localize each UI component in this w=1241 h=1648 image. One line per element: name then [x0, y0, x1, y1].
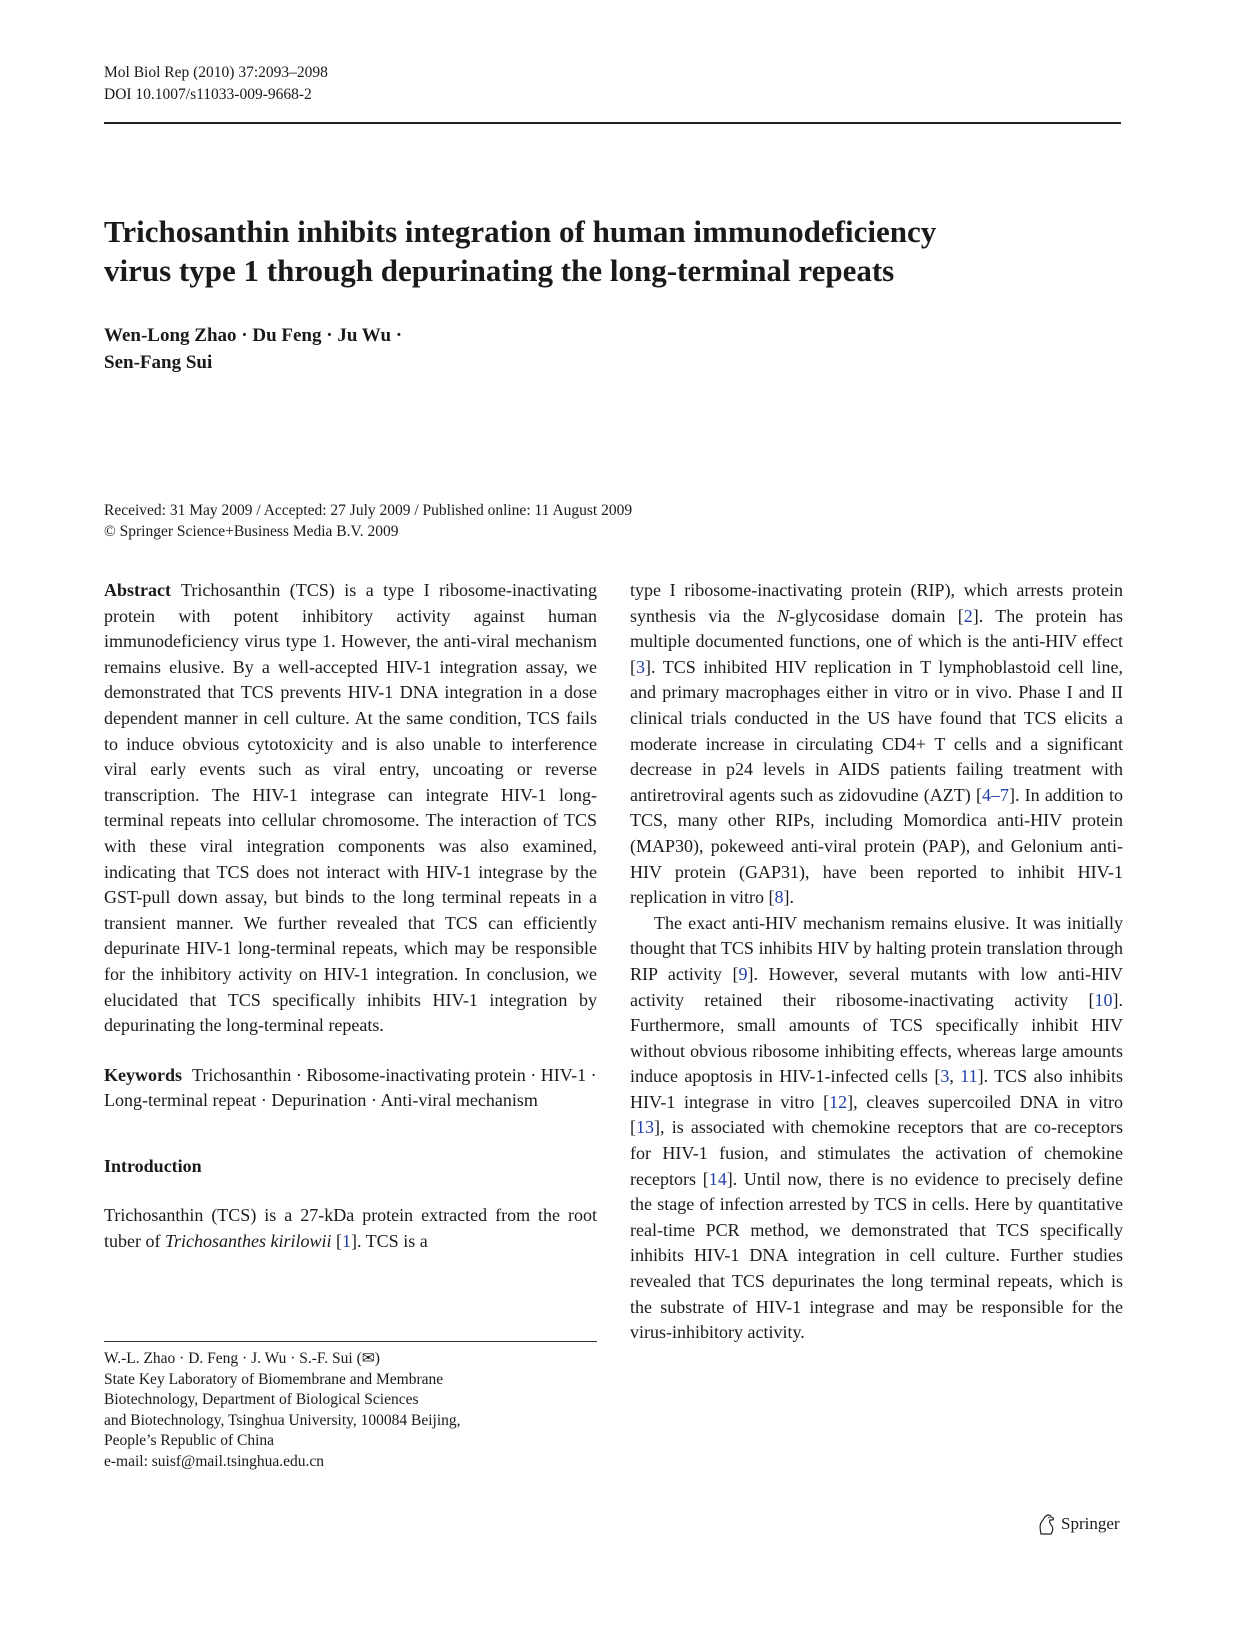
abstract	[104, 578, 597, 1039]
history-dates: Received: 31 May 2009 / Accepted: 27 July 2009 / Published online: 11 August 2009	[104, 502, 633, 519]
body-text: ,	[949, 1066, 961, 1087]
citation-link[interactable]: 1	[342, 1231, 352, 1252]
journal-header	[104, 62, 328, 106]
body-text: ]. In addition to TCS, many other RIPs, including Momordica anti-HIV protein (MAP30), pokeweed anti-viral protein (PAP), and Gelonium anti-HIV protein (GAP31), have been reported to inhibit HIV-1 replication in vitro [	[630, 784, 1123, 908]
citation-link[interactable]: 13	[636, 1117, 654, 1138]
body-text: ]. Furthermore, small amounts of TCS specifically inhibit HIV without obvious ribosome inhibiting effects, whereas large amounts induce apoptosis in HIV-1-infected cells [	[630, 989, 1123, 1087]
title-line-1: Trichosanthin inhibits integration of human immunodeficiency	[104, 214, 937, 249]
author-affiliation-footnote	[104, 1349, 597, 1472]
footnote-affiliation: People’s Republic of China	[104, 1432, 275, 1449]
body-text: The exact anti-HIV mechanism remains elusive. It was initially thought that TCS inhibits HIV by halting protein translation through RIP activity [	[630, 912, 1123, 984]
springer-horse-icon	[1036, 1513, 1056, 1535]
article-title	[104, 212, 1104, 290]
citation-link[interactable]: 10	[1094, 989, 1113, 1010]
footnote-email[interactable]: e-mail: suisf@mail.tsinghua.edu.cn	[104, 1452, 325, 1470]
citation-link[interactable]: 12	[829, 1091, 848, 1112]
body-text: -glycosidase domain [	[789, 605, 964, 626]
citation-link[interactable]: 3	[636, 656, 645, 677]
italic-n: N	[777, 605, 790, 626]
citation-link[interactable]: 3	[940, 1066, 950, 1087]
intro-paragraph-1	[104, 1203, 597, 1254]
publication-history	[104, 500, 632, 542]
footnote-affiliation: Biotechnology, Department of Biological Sciences	[104, 1391, 419, 1408]
footnote-rule	[104, 1341, 597, 1342]
footnote-authors: W.-L. Zhao · D. Feng · J. Wu · S.-F. Sui (✉)	[104, 1350, 380, 1367]
species-name: Trichosanthes kirilowii	[164, 1231, 332, 1252]
publisher-logo	[1036, 1513, 1120, 1535]
author-line-2: Sen-Fang Sui	[104, 352, 213, 373]
title-line-2: virus type 1 through depurinating the long-terminal repeats	[104, 253, 895, 288]
citation-link[interactable]: 14	[708, 1168, 727, 1189]
intro-text: Trichosanthin (TCS) is a 27-kDa protein extracted from the root tuber of	[104, 1205, 597, 1252]
body-text: ], cleaves supercoiled DNA in vitro [	[630, 1091, 1124, 1138]
citation-link[interactable]: 8	[774, 887, 784, 908]
footnote-affiliation: State Key Laboratory of Biomembrane and Membrane	[104, 1370, 444, 1388]
author-list	[104, 322, 402, 376]
abstract-label: Abstract	[104, 580, 171, 600]
intro-text: [	[331, 1231, 343, 1252]
doi[interactable]: DOI 10.1007/s11033-009-9668-2	[104, 86, 312, 103]
abstract-text: Trichosanthin (TCS) is a type I ribosome-inactivating protein with potent inhibitory activity against human immunodeficiency virus type 1. However, the anti-viral mechanism remains elusive. By a well-accepted HIV-1 integration assay, we demonstrated that TCS prevents HIV-1 DNA integration in a dose dependent manner in cell culture. At the same condition, TCS fails to induce obvious cytotoxicity and is also unable to interference viral early events such as viral entry, uncoating or reverse transcription. The HIV-1 integrase can integrate HIV-1 long-terminal repeats into cellular chromosome. The interaction of TCS with these viral integration components was also examined, indicating that TCS does not interact with HIV-1 integrase by the GST-pull down assay, but binds to the long terminal repeats in a transient manner. We further revealed that TCS can efficiently depurinate HIV-1 long-terminal repeats, which may be responsible for the inhibitory activity on HIV-1 integration. In conclusion, we elucidated that TCS specifically inhibits HIV-1 integration by depurinating the long-terminal repeats.	[104, 580, 597, 1036]
body-text: ].	[783, 887, 794, 908]
body-text: ]. The protein has multiple documented functions, one of which is the anti-HIV effect [	[630, 605, 1123, 677]
keywords-text: Trichosanthin · Ribosome-inactivating protein · HIV-1 · Long-terminal repeat · Depurination · Anti-viral mechanism	[104, 1064, 597, 1111]
intro-text: ]. TCS is a	[351, 1231, 428, 1252]
body-text: type I ribosome-inactivating protein (RIP), which arrests protein synthesis via the	[630, 580, 1123, 626]
keywords	[104, 1063, 597, 1114]
citation-link[interactable]: 11	[960, 1066, 978, 1087]
body-text: ]. However, several mutants with low anti-HIV activity retained their ribosome-inactivating activity [	[630, 963, 1124, 1010]
body-text: ]. TCS inhibited HIV replication in T lymphoblastoid cell line, and primary macrophages either in vitro or in vivo. Phase I and II clinical trials conducted in the US have found that TCS elicits a moderate increase in circulating CD4+ T cells and a significant decrease in p24 levels in AIDS patients failing treatment with antiretroviral agents such as zidovudine (AZT) [	[630, 656, 1123, 805]
right-column	[630, 578, 1123, 1346]
section-heading-introduction: Introduction	[104, 1155, 202, 1176]
body-text: ]. Until now, there is no evidence to precisely define the stage of infection arrested by TCS in cells. Here by quantitative real-time PCR method, we demonstrated that TCS specifically inhibits HIV-1 DNA integration in cell culture. Further studies revealed that TCS depurinates the long terminal repeats, which is the substrate of HIV-1 integrase and may be responsible for the virus-inhibitory activity.	[630, 1168, 1123, 1343]
copyright: © Springer Science+Business Media B.V. 2009	[104, 523, 399, 540]
keywords-label: Keywords	[104, 1064, 182, 1085]
intro-paragraph-1-continued	[630, 578, 1123, 911]
author-line-1: Wen-Long Zhao · Du Feng · Ju Wu ·	[104, 325, 403, 346]
footnote-affiliation: and Biotechnology, Tsinghua University, 100084 Beijing,	[104, 1411, 461, 1429]
header-rule	[104, 122, 1121, 124]
intro-paragraph-2	[630, 911, 1123, 1346]
body-text: ], is associated with chemokine receptors that are co-receptors for HIV-1 fusion, and stimulates the activation of chemokine receptors [	[630, 1117, 1123, 1189]
left-column	[104, 578, 597, 1255]
journal-citation: Mol Biol Rep (2010) 37:2093–2098	[104, 64, 328, 81]
citation-link[interactable]: 9	[738, 963, 748, 984]
publisher-name: Springer	[1061, 1514, 1120, 1533]
citation-link[interactable]: 4–7	[981, 784, 1009, 805]
body-text: ]. TCS also inhibits HIV-1 integrase in vitro [	[630, 1066, 1123, 1112]
citation-link[interactable]: 2	[963, 605, 973, 626]
